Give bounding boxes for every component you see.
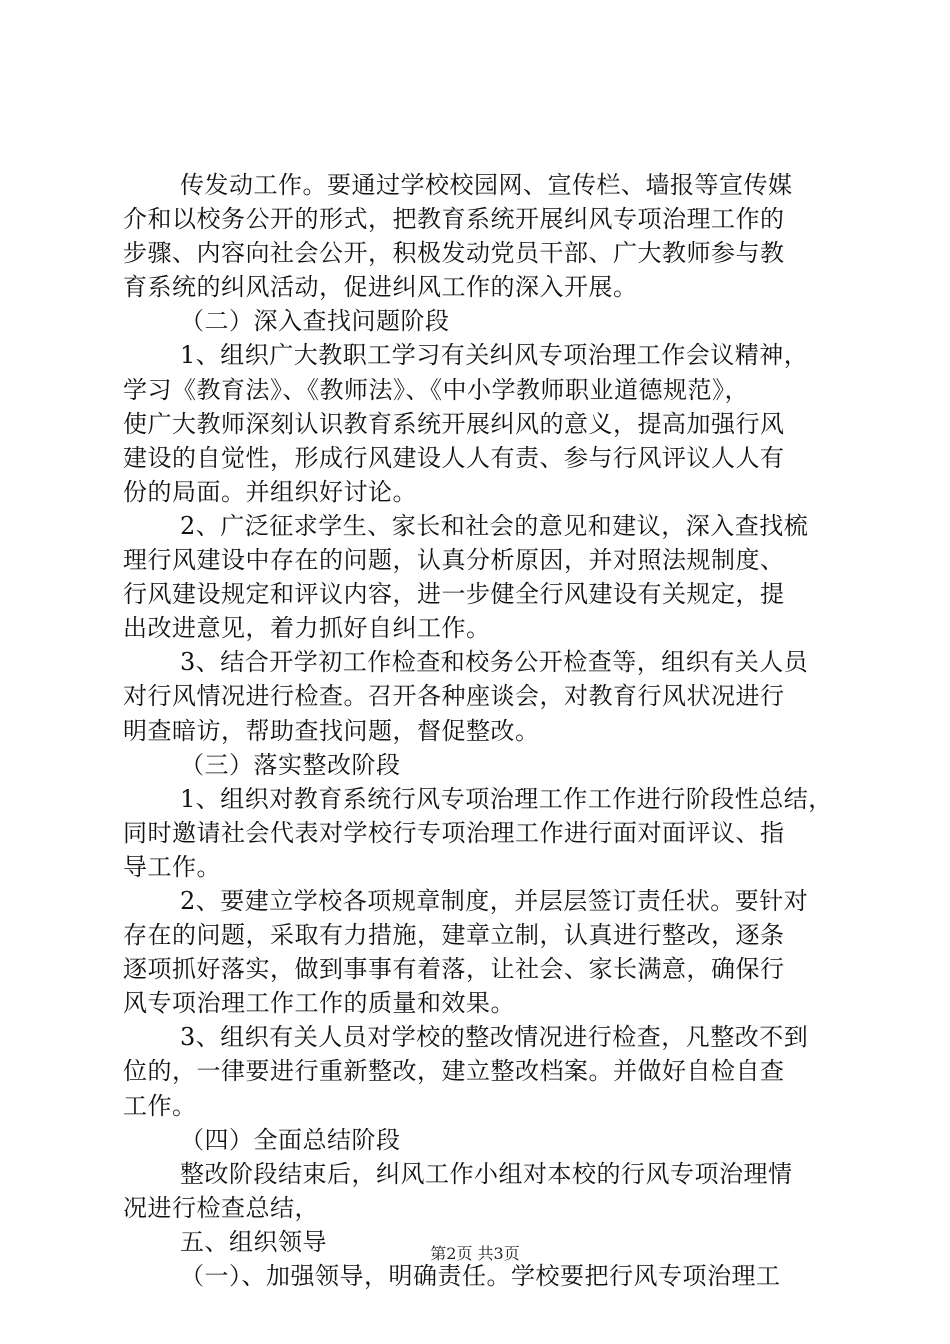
- text-line: 步骤、内容向社会公开，积极发动党员干部、广大教师参与教: [123, 239, 785, 268]
- text-line: 1、组织对教育系统行风专项治理工作工作进行阶段性总结，: [180, 784, 833, 813]
- text-line: 介和以校务公开的形式，把教育系统开展纠风专项治理工作的: [123, 205, 785, 234]
- text-line: （三）落实整改阶段: [180, 750, 401, 779]
- text-line: 2、要建立学校各项规章制度，并层层签订责任状。要针对: [180, 886, 809, 915]
- text-line: 工作。: [123, 1091, 197, 1120]
- text-line: 学习《教育法》、《教师法》、《中小学教师职业道德规范》，: [123, 375, 749, 404]
- text-line: 明查暗访，帮助查找问题，督促整改。: [123, 716, 540, 745]
- text-line: 理行风建设中存在的问题，认真分析原因，并对照法规制度、: [123, 546, 785, 575]
- page-footer: 第2页 共3页: [430, 1244, 520, 1263]
- text-line: （一）、加强领导，明确责任。学校要把行风专项治理工: [180, 1262, 781, 1290]
- text-line: 整改阶段结束后，纠风工作小组对本校的行风专项治理情: [180, 1159, 793, 1188]
- text-line: 出改进意见，着力抓好自纠工作。: [123, 614, 491, 643]
- document-body: [123, 168, 835, 1293]
- text-line: 育系统的纠风活动，促进纠风工作的深入开展。: [123, 273, 638, 302]
- text-line: 建设的自觉性，形成行风建设人人有责、参与行风评议人人有: [123, 443, 785, 472]
- text-line: 对行风情况进行检查。召开各种座谈会，对教育行风状况进行: [123, 682, 785, 711]
- text-line: 存在的问题，采取有力措施，建章立制，认真进行整改，逐条: [123, 921, 785, 950]
- text-line: 3、结合开学初工作检查和校务公开检查等，组织有关人员: [180, 648, 809, 677]
- text-line: 使广大教师深刻认识教育系统开展纠风的意义，提高加强行风: [123, 409, 785, 438]
- text-line: 导工作。: [123, 852, 221, 881]
- text-line: 况进行检查总结，: [123, 1193, 319, 1222]
- text-line: （二）深入查找问题阶段: [180, 307, 450, 336]
- text-line: 3、组织有关人员对学校的整改情况进行检查，凡整改不到: [180, 1023, 809, 1052]
- text-line: 2、广泛征求学生、家长和社会的意见和建议，深入查找梳: [180, 511, 809, 540]
- text-line: 1、组织广大教职工学习有关纠风专项治理工作会议精神，: [180, 341, 809, 370]
- text-line: 份的局面。并组织好讨论。: [123, 477, 417, 506]
- text-line: 逐项抓好落实，做到事事有着落，让社会、家长满意，确保行: [123, 955, 785, 984]
- text-line: 位的，一律要进行重新整改，建立整改档案。并做好自检自查: [123, 1057, 785, 1086]
- text-line: 五、组织领导: [180, 1227, 327, 1256]
- text-line: 传发动工作。要通过学校校园网、宣传栏、墙报等宣传媒: [180, 171, 793, 199]
- text-line: 行风建设规定和评议内容，进一步健全行风建设有关规定，提: [123, 580, 785, 609]
- text-line: 风专项治理工作工作的质量和效果。: [123, 989, 515, 1018]
- text-line: 同时邀请社会代表对学校行专项治理工作进行面对面评议、指: [123, 818, 785, 847]
- text-line: （四）全面总结阶段: [180, 1125, 401, 1154]
